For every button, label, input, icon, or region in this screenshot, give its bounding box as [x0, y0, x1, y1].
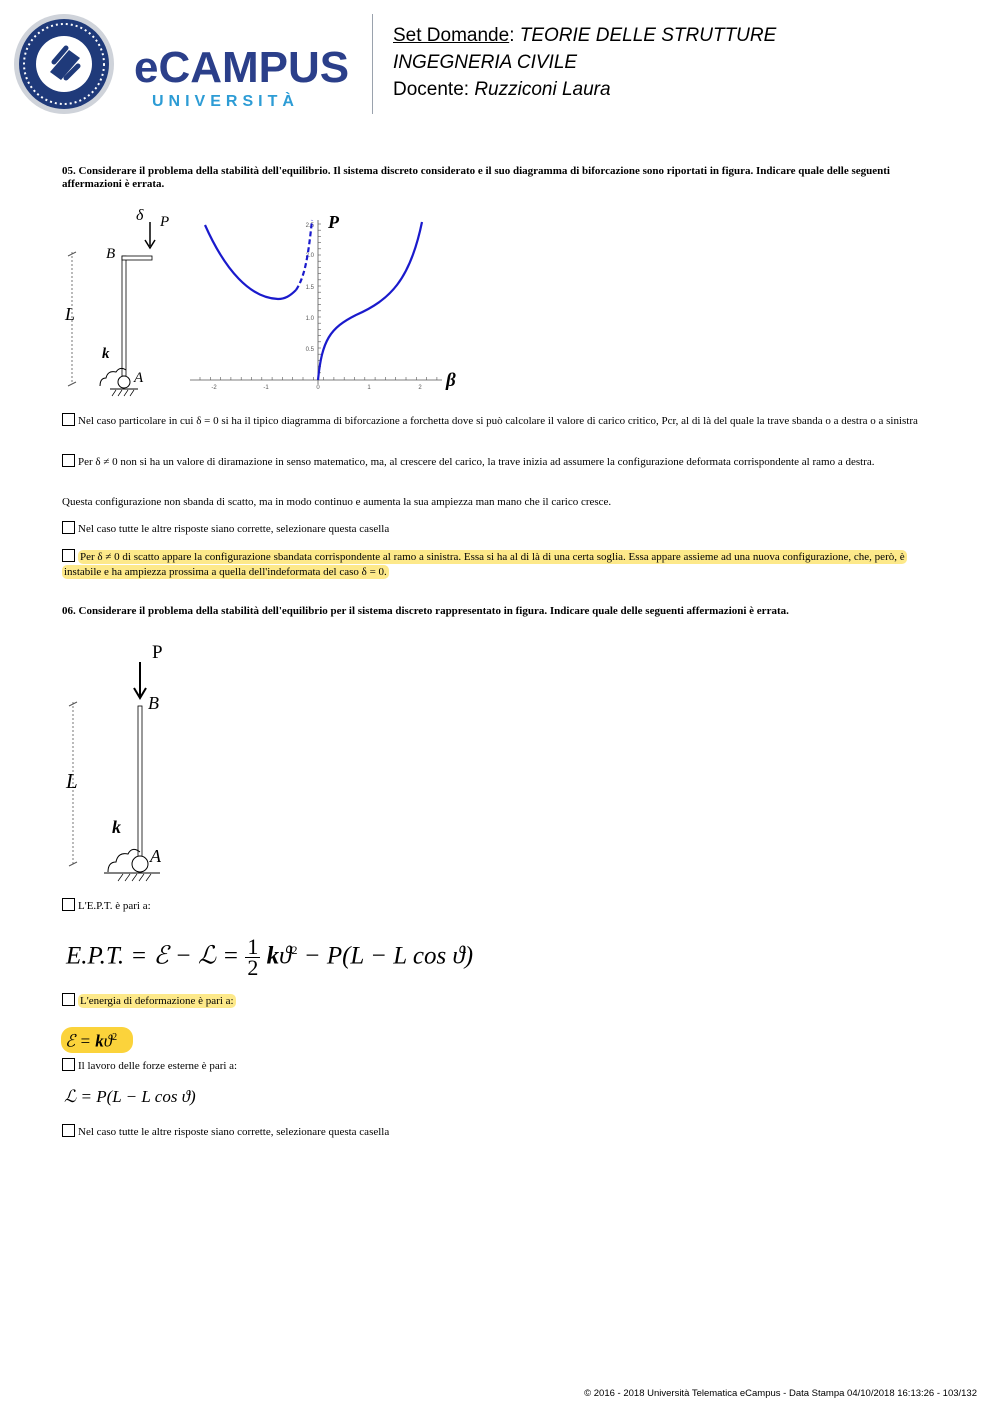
q06-option-4[interactable]: Nel caso tutte le altre risposte siano corrette, selezionare questa casella	[62, 1124, 942, 1140]
plot-ticks	[200, 224, 437, 380]
external-work-formula: ℒ = P(L − L cos ϑ)	[64, 1087, 196, 1106]
plot-y-label: P	[328, 212, 339, 232]
teacher-name: Ruzziconi Laura	[474, 79, 611, 100]
checkbox[interactable]	[62, 521, 75, 534]
q06-structure-diagram	[60, 636, 190, 886]
y-tick-label: 1.0	[305, 316, 314, 322]
stable-left-branch	[205, 225, 296, 299]
checkbox[interactable]	[62, 549, 75, 562]
q05-load-label: P	[160, 214, 170, 230]
y-tick-label: 2.0	[305, 253, 314, 259]
q05-option-3[interactable]: Nel caso tutte le altre risposte siano corrette, selezionare questa casella	[62, 521, 942, 537]
set-label: Set Domande	[393, 25, 510, 46]
x-tick-label: 0	[316, 385, 320, 391]
x-tick-label: 1	[367, 385, 371, 391]
x-tick-label: -2	[211, 385, 217, 391]
teacher-label: Docente:	[393, 79, 470, 100]
q05-option-2-continued: Questa configurazione non sbanda di scatto, ma in modo continuo e aumenta la sua ampiezza man mano che il carico cresce.	[62, 496, 612, 508]
logo-emblem-icon	[14, 14, 114, 114]
q05-node-a-label: A	[134, 370, 144, 386]
q05-option-1[interactable]: Nel caso particolare in cui δ = 0 si ha il tipico diagramma di biforcazione a forchetta dove si può calcolare il valore di carico critico, Pcr, al di là del quale la trave sbanda o a destra o a sinistra	[62, 413, 942, 429]
x-tick-label: 2	[418, 385, 422, 391]
q06-spring-label: k	[112, 817, 121, 837]
checkbox[interactable]	[62, 454, 75, 467]
page-footer: © 2016 - 2018 Università Telematica eCampus - Data Stampa 04/10/2018 16:13:26 - 103/132	[584, 1388, 977, 1399]
checkbox[interactable]	[62, 993, 75, 1006]
highlighted-answer: L'energia di deformazione è pari a:	[80, 995, 234, 1007]
y-tick-label: 1.5	[305, 285, 314, 291]
header-divider	[372, 14, 373, 114]
fraction: $\frac{1}{2}$	[247, 934, 259, 981]
plot-x-label: β	[446, 370, 456, 391]
q05-length-label: L	[65, 304, 76, 324]
q05-bifurcation-plot	[190, 212, 456, 391]
ecampus-logo	[14, 12, 359, 117]
q06-node-a-label: A	[150, 846, 161, 866]
q05-option-2[interactable]: Per δ ≠ 0 non si ha un valore di diramazione in senso matematico, ma, al crescere del carico, la trave inizia ad assumere la configurazione deformata corrispondente al ramo a destra.	[62, 454, 942, 470]
q06-option-2[interactable]	[62, 993, 942, 1009]
checkbox[interactable]	[62, 1058, 75, 1071]
q05-delta-label: δ	[136, 207, 144, 224]
x-tick-label: -1	[263, 385, 269, 391]
ept-formula: E.P.T. = ℰ − ℒ = $\frac{1}{2}$ $kϑ^2 - P(L - L$ cos ϑ)	[66, 934, 474, 981]
q05-spring-label: k	[102, 346, 110, 362]
logo-wordmark: eCAMPUS	[134, 43, 350, 92]
q05-figure	[60, 200, 480, 400]
checkbox[interactable]	[62, 898, 75, 911]
q06-node-b-label: B	[148, 693, 159, 713]
y-tick-label: 2.5	[305, 223, 314, 229]
q06-option-3[interactable]: Il lavoro delle forze esterne è pari a:	[62, 1058, 942, 1074]
right-branch	[318, 222, 422, 380]
logo-subtext: UNIVERSITÀ	[152, 93, 299, 110]
q05-node-b-label: B	[106, 246, 116, 262]
question-06-title: 06. Considerare il problema della stabilità dell'equilibrio per il sistema discreto rappresentato in figura. Indicare quale delle seguenti affermazioni è errata.	[62, 605, 789, 617]
highlighted-answer: Per δ ≠ 0 di scatto appare la configurazione sbandata corrispondente al ramo a sinistra. Essa si ha al di là di una certa soglia. Essa appare assieme ad una nuova configurazione, che, però, è instabile e ha ampiezza prossima a quella dell'indeformata del caso δ = 0.	[64, 551, 905, 578]
y-tick-label: 0.5	[305, 347, 314, 353]
question-05-title: 05. Considerare il problema della stabilità dell'equilibrio. Il sistema discreto considerato e il suo diagramma di biforcazione sono riportati in figura. Indicare quale delle seguenti affermazioni è errata.	[62, 165, 890, 190]
course-line: Set Domande: TEORIE DELLE STRUTTURE	[393, 25, 777, 46]
q06-length-label: L	[66, 769, 78, 793]
course-title: TEORIE DELLE STRUTTURE	[519, 25, 777, 46]
header-info	[393, 22, 776, 103]
teacher-line	[393, 76, 776, 103]
strain-energy-formula: ℰ = $kϑ^2$	[61, 1027, 133, 1053]
q06-option-1[interactable]: L'E.P.T. è pari a:	[62, 898, 942, 914]
q05-option-4[interactable]	[62, 549, 942, 580]
q06-load-label: P	[152, 642, 163, 663]
checkbox[interactable]	[62, 1124, 75, 1137]
q05-structure-diagram	[64, 207, 169, 396]
course-subtitle: INGEGNERIA CIVILE	[393, 52, 578, 73]
checkbox[interactable]	[62, 413, 75, 426]
